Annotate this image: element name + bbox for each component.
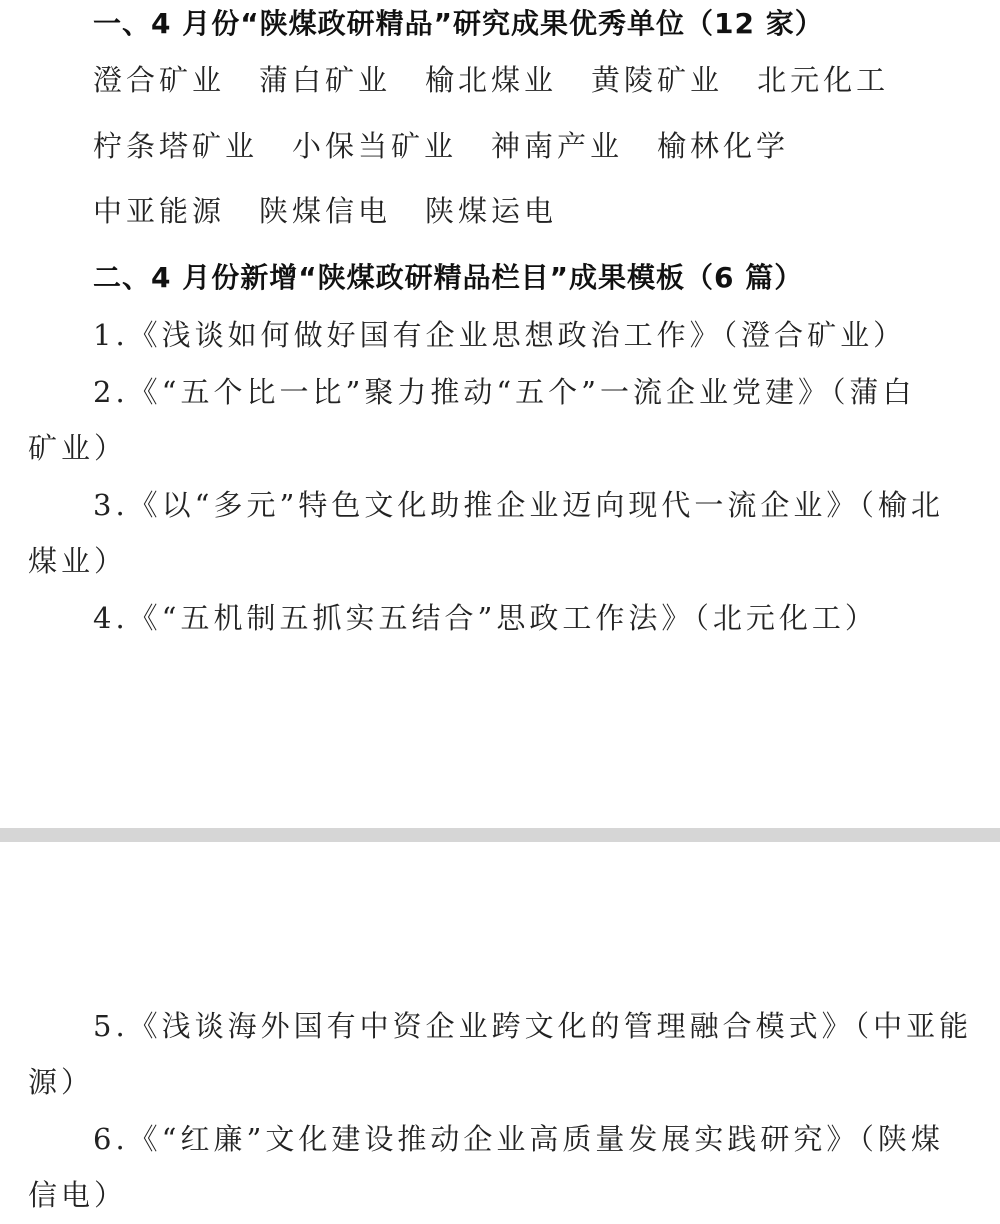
list-item-3: 3.《以“多元”特色文化助推企业迈向现代一流企业》（榆北 xyxy=(93,488,944,522)
list-item-5-continuation: 源） xyxy=(28,1065,95,1099)
unit-name: 澄合矿业 xyxy=(93,63,226,97)
page-divider xyxy=(0,828,1000,842)
unit-name: 陕煤信电 xyxy=(259,194,392,228)
list-item-4: 4.《“五机制五抓实五结合”思政工作法》（北元化工） xyxy=(93,601,878,635)
list-item-1: 1.《浅谈如何做好国有企业思想政治工作》（澄合矿业） xyxy=(93,318,907,352)
unit-name: 蒲白矿业 xyxy=(259,63,392,97)
unit-name: 北元化工 xyxy=(757,63,890,97)
unit-row-2 xyxy=(0,126,1000,166)
section-2-heading: 二、4 月份新增“陕煤政研精品栏目”成果模板（6 篇） xyxy=(93,261,804,294)
list-item-3-continuation: 煤业） xyxy=(28,544,128,578)
document-page-lower xyxy=(0,842,1000,1224)
list-item-6-continuation: 信电） xyxy=(28,1178,128,1212)
unit-name: 中亚能源 xyxy=(93,194,226,228)
unit-name: 榆北煤业 xyxy=(425,63,558,97)
unit-name: 神南产业 xyxy=(491,129,624,163)
unit-name: 榆林化学 xyxy=(657,129,790,163)
list-item-2-continuation: 矿业） xyxy=(28,431,128,465)
section-1-heading: 一、4 月份“陕煤政研精品”研究成果优秀单位（12 家） xyxy=(93,7,824,40)
unit-row-3 xyxy=(0,191,1000,231)
unit-name: 柠条塔矿业 xyxy=(93,129,259,163)
unit-name: 陕煤运电 xyxy=(425,194,558,228)
unit-name: 黄陵矿业 xyxy=(591,63,724,97)
list-item-2: 2.《“五个比一比”聚力推动“五个”一流企业党建》（蒲白 xyxy=(93,375,916,409)
unit-row-1 xyxy=(0,60,1000,100)
list-item-5: 5.《浅谈海外国有中资企业跨文化的管理融合模式》（中亚能 xyxy=(93,1009,973,1043)
list-item-6: 6.《“红廉”文化建设推动企业高质量发展实践研究》（陕煤 xyxy=(93,1122,944,1156)
unit-name: 小保当矿业 xyxy=(292,129,458,163)
